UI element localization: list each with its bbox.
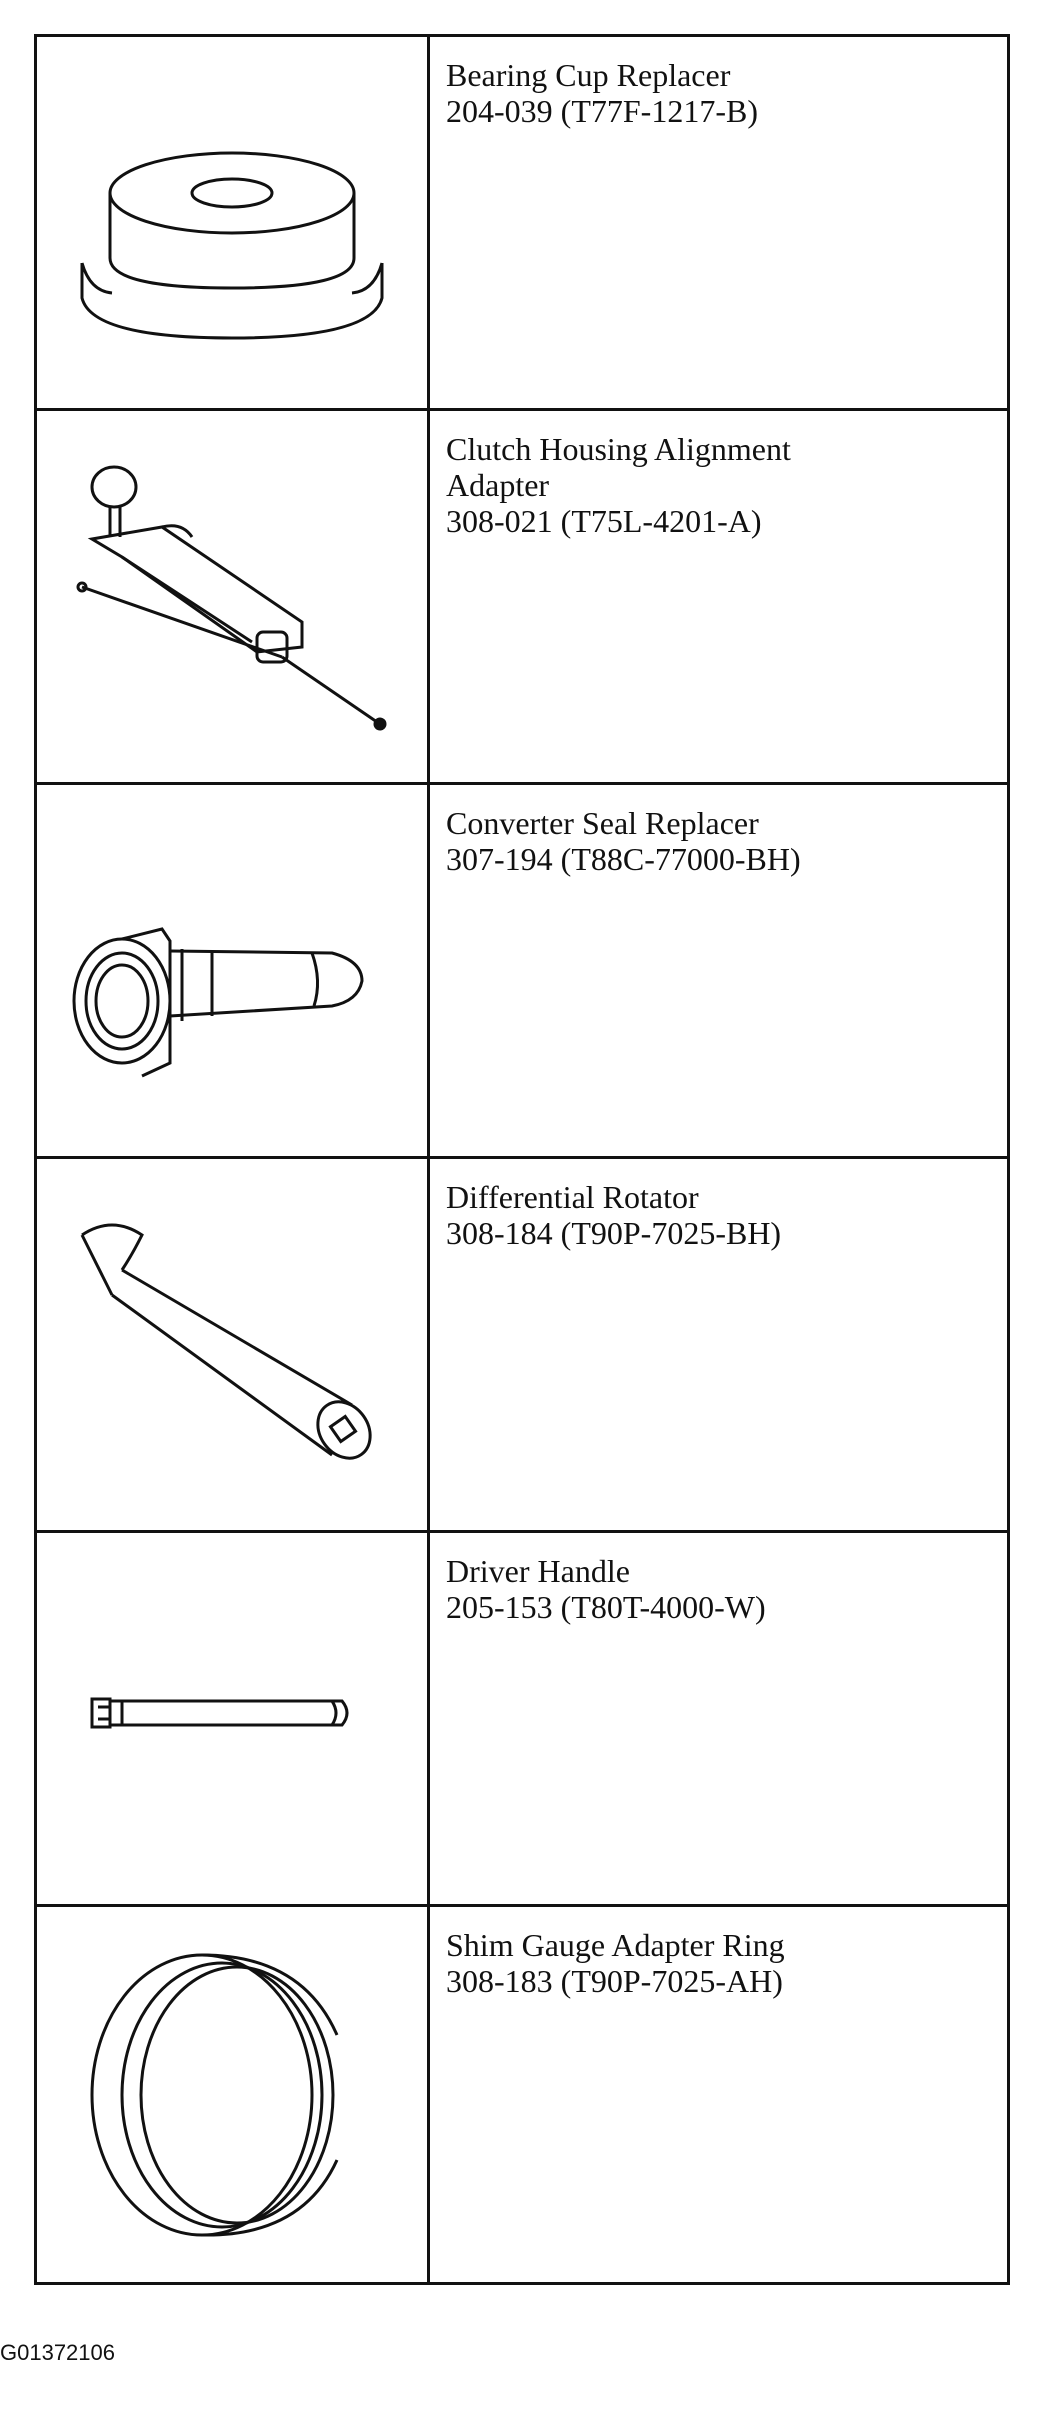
tool-number: 204-039 (T77F-1217-B) <box>446 93 758 129</box>
special-tools-table <box>34 34 1010 2285</box>
converter-seal-replacer-icon <box>52 801 412 1141</box>
tool-illustration-cell <box>37 1907 430 2282</box>
tool-number: 308-183 (T90P-7025-AH) <box>446 1963 783 1999</box>
tool-illustration-cell <box>37 1533 430 1904</box>
tool-name: Shim Gauge Adapter Ring <box>446 1927 785 1963</box>
bearing-cup-replacer-icon <box>52 53 412 393</box>
tool-description <box>430 1159 1007 1530</box>
tool-illustration-cell <box>37 37 430 408</box>
figure-id-caption: G01372106 <box>0 2340 115 2365</box>
tool-row <box>37 411 1007 785</box>
tool-number: 308-184 (T90P-7025-BH) <box>446 1215 782 1251</box>
tool-name: Driver Handle <box>446 1553 630 1589</box>
tool-name-continued: Adapter <box>446 467 550 503</box>
tool-number: 307-194 (T88C-77000-BH) <box>446 841 801 877</box>
tool-row <box>37 785 1007 1159</box>
tool-name: Clutch Housing Alignment <box>446 431 791 467</box>
tool-row <box>37 1159 1007 1533</box>
tool-description <box>430 785 1007 1156</box>
tool-illustration-cell <box>37 1159 430 1530</box>
tool-description <box>430 411 1007 782</box>
tool-illustration-cell <box>37 411 430 782</box>
driver-handle-icon <box>52 1549 412 1889</box>
tool-row <box>37 37 1007 411</box>
differential-rotator-icon <box>52 1175 412 1515</box>
tool-row <box>37 1907 1007 2282</box>
tool-description <box>430 37 1007 408</box>
tool-description <box>430 1533 1007 1904</box>
tool-name: Differential Rotator <box>446 1179 699 1215</box>
tool-description <box>430 1907 1007 2282</box>
tool-number: 205-153 (T80T-4000-W) <box>446 1589 766 1625</box>
tool-name: Converter Seal Replacer <box>446 805 759 841</box>
clutch-alignment-adapter-icon <box>52 427 412 767</box>
tool-name: Bearing Cup Replacer <box>446 57 731 93</box>
tool-number: 308-021 (T75L-4201-A) <box>446 503 762 539</box>
tool-illustration-cell <box>37 785 430 1156</box>
tool-row <box>37 1533 1007 1907</box>
shim-gauge-adapter-ring-icon <box>52 1925 412 2265</box>
